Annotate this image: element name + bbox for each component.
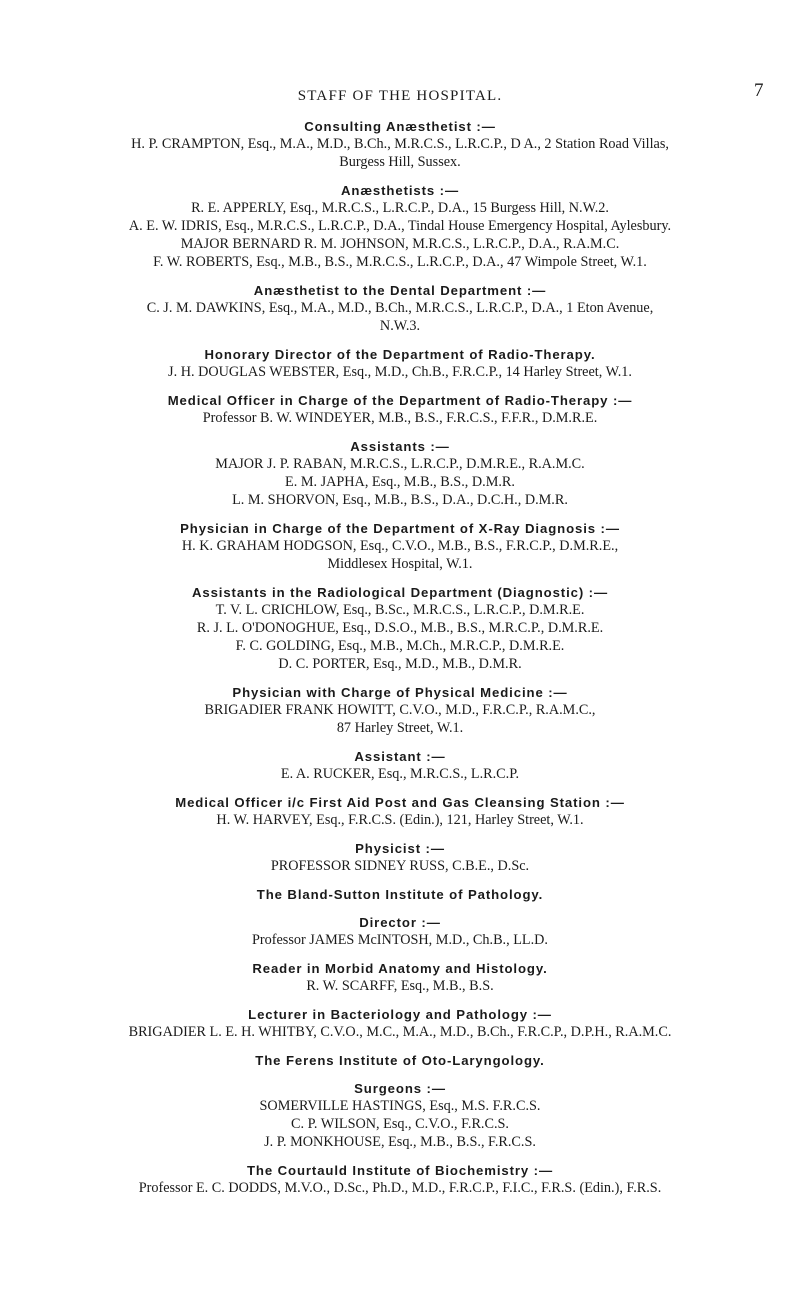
staff-entry-line: L. M. SHORVON, Esq., M.B., B.S., D.A., D.C.H., D.M.R.: [232, 492, 568, 508]
running-title: STAFF OF THE HOSPITAL.: [297, 88, 503, 104]
staff-entry-line: R. J. L. O'DONOGHUE, Esq., D.S.O., M.B., B.S., M.R.C.P., D.M.R.E.: [196, 620, 604, 636]
staff-section: [0, 1162, 800, 1197]
section-heading: The Bland-Sutton Institute of Pathology.: [256, 887, 544, 902]
section-heading: Anæsthetist to the Dental Department :—: [253, 283, 547, 298]
staff-section: [0, 960, 800, 995]
staff-entry-line: PROFESSOR SIDNEY RUSS, C.B.E., D.Sc.: [270, 858, 530, 874]
staff-entry-line: H. K. GRAHAM HODGSON, Esq., C.V.O., M.B., B.S., F.R.C.P., D.M.R.E.,: [181, 538, 619, 554]
section-heading: Physicist :—: [355, 841, 445, 856]
staff-entry-line: MAJOR J. P. RABAN, M.R.C.S., L.R.C.P., D.M.R.E., R.A.M.C.: [215, 456, 585, 472]
section-heading: Assistants :—: [350, 439, 450, 454]
staff-entry-line: N.W.3.: [379, 318, 421, 334]
staff-entry-line: E. M. JAPHA, Esq., M.B., B.S., D.M.R.: [285, 474, 515, 490]
staff-section: [0, 584, 800, 673]
section-heading: Physician in Charge of the Department of X-Ray Diagnosis :—: [180, 521, 620, 536]
staff-section: [0, 748, 800, 783]
staff-section: [0, 392, 800, 427]
staff-section: [0, 282, 800, 335]
staff-section: [0, 684, 800, 737]
staff-entry-line: Professor JAMES McINTOSH, M.D., Ch.B., LL.D.: [252, 932, 548, 948]
staff-entry-line: H. P. CRAMPTON, Esq., M.A., M.D., B.Ch., M.R.C.S., L.R.C.P., D A., 2 Station Road Villas,: [131, 136, 669, 152]
staff-entry-line: R. W. SCARFF, Esq., M.B., B.S.: [306, 978, 494, 994]
staff-entry-line: H. W. HARVEY, Esq., F.R.C.S. (Edin.), 121, Harley Street, W.1.: [216, 812, 584, 828]
section-heading: Assistants in the Radiological Department (Diagnostic) :—: [191, 585, 609, 600]
staff-section: [0, 438, 800, 509]
staff-entry-line: Burgess Hill, Sussex.: [339, 154, 461, 170]
staff-section: [0, 520, 800, 573]
staff-listing: [0, 118, 800, 1197]
staff-section: [0, 182, 800, 271]
section-heading: Lecturer in Bacteriology and Pathology :—: [248, 1007, 552, 1022]
staff-entry-line: 87 Harley Street, W.1.: [336, 720, 464, 736]
staff-entry-line: SOMERVILLE HASTINGS, Esq., M.S. F.R.C.S.: [259, 1098, 541, 1114]
staff-entry-line: F. C. GOLDING, Esq., M.B., M.Ch., M.R.C.P., D.M.R.E.: [235, 638, 565, 654]
section-heading: The Courtauld Institute of Biochemistry :—: [246, 1163, 554, 1178]
staff-entry-line: C. J. M. DAWKINS, Esq., M.A., M.D., B.Ch., M.R.C.S., L.R.C.P., D.A., 1 Eton Avenue,: [146, 300, 654, 316]
staff-entry-line: F. W. ROBERTS, Esq., M.B., B.S., M.R.C.S., L.R.C.P., D.A., 47 Wimpole Street, W.1.: [153, 254, 647, 270]
staff-section: [0, 794, 800, 829]
staff-entry-line: Middlesex Hospital, W.1.: [327, 556, 473, 572]
staff-entry-line: J. P. MONKHOUSE, Esq., M.B., B.S., F.R.C.S.: [264, 1134, 536, 1150]
staff-entry-line: A. E. W. IDRIS, Esq., M.R.C.S., L.R.C.P., D.A., Tindal House Emergency Hospital, Aylesbury.: [128, 218, 672, 234]
staff-entry-line: T. V. L. CRICHLOW, Esq., B.Sc., M.R.C.S., L.R.C.P., D.M.R.E.: [215, 602, 585, 618]
staff-section: [0, 914, 800, 949]
staff-section: [0, 346, 800, 381]
staff-entry-line: MAJOR BERNARD R. M. JOHNSON, M.R.C.S., L.R.C.P., D.A., R.A.M.C.: [180, 236, 620, 252]
staff-entry-line: BRIGADIER FRANK HOWITT, C.V.O., M.D., F.R.C.P., R.A.M.C.,: [204, 702, 596, 718]
section-heading: Assistant :—: [354, 749, 446, 764]
staff-entry-line: BRIGADIER L. E. H. WHITBY, C.V.O., M.C., M.A., M.D., B.Ch., F.R.C.P., D.P.H., R.A.M.C.: [128, 1024, 672, 1040]
section-heading: Medical Officer in Charge of the Department of Radio-Therapy :—: [167, 393, 633, 408]
staff-entry-line: E. A. RUCKER, Esq., M.R.C.S., L.R.C.P.: [280, 766, 520, 782]
staff-entry-line: Professor B. W. WINDEYER, M.B., B.S., F.R.C.S., F.F.R., D.M.R.E.: [202, 410, 598, 426]
staff-section: [0, 1006, 800, 1041]
section-heading: Anæsthetists :—: [340, 183, 460, 198]
staff-section: [0, 118, 800, 171]
section-heading: Director :—: [359, 915, 441, 930]
section-heading: Physician with Charge of Physical Medicine :—: [232, 685, 568, 700]
staff-entry-line: R. E. APPERLY, Esq., M.R.C.S., L.R.C.P., D.A., 15 Burgess Hill, N.W.2.: [191, 200, 609, 216]
section-heading: Honorary Director of the Department of Radio-Therapy.: [204, 347, 596, 362]
section-heading: The Ferens Institute of Oto-Laryngology.: [255, 1053, 545, 1068]
staff-entry-line: J. H. DOUGLAS WEBSTER, Esq., M.D., Ch.B., F.R.C.P., 14 Harley Street, W.1.: [168, 364, 632, 380]
page-number: 7: [754, 80, 764, 101]
staff-section: [0, 840, 800, 875]
section-heading: Medical Officer i/c First Aid Post and Gas Cleansing Station :—: [175, 795, 625, 810]
staff-section: [0, 886, 800, 903]
section-heading: Consulting Anæsthetist :—: [304, 119, 496, 134]
staff-entry-line: C. P. WILSON, Esq., C.V.O., F.R.C.S.: [291, 1116, 509, 1132]
staff-section: [0, 1080, 800, 1151]
staff-entry-line: D. C. PORTER, Esq., M.D., M.B., D.M.R.: [278, 656, 522, 672]
section-heading: Surgeons :—: [354, 1081, 446, 1096]
staff-entry-line: Professor E. C. DODDS, M.V.O., D.Sc., Ph.D., M.D., F.R.C.P., F.I.C., F.R.S. (Edin.), F.R.S.: [138, 1180, 662, 1196]
staff-section: [0, 1052, 800, 1069]
section-heading: Reader in Morbid Anatomy and Histology.: [252, 961, 548, 976]
